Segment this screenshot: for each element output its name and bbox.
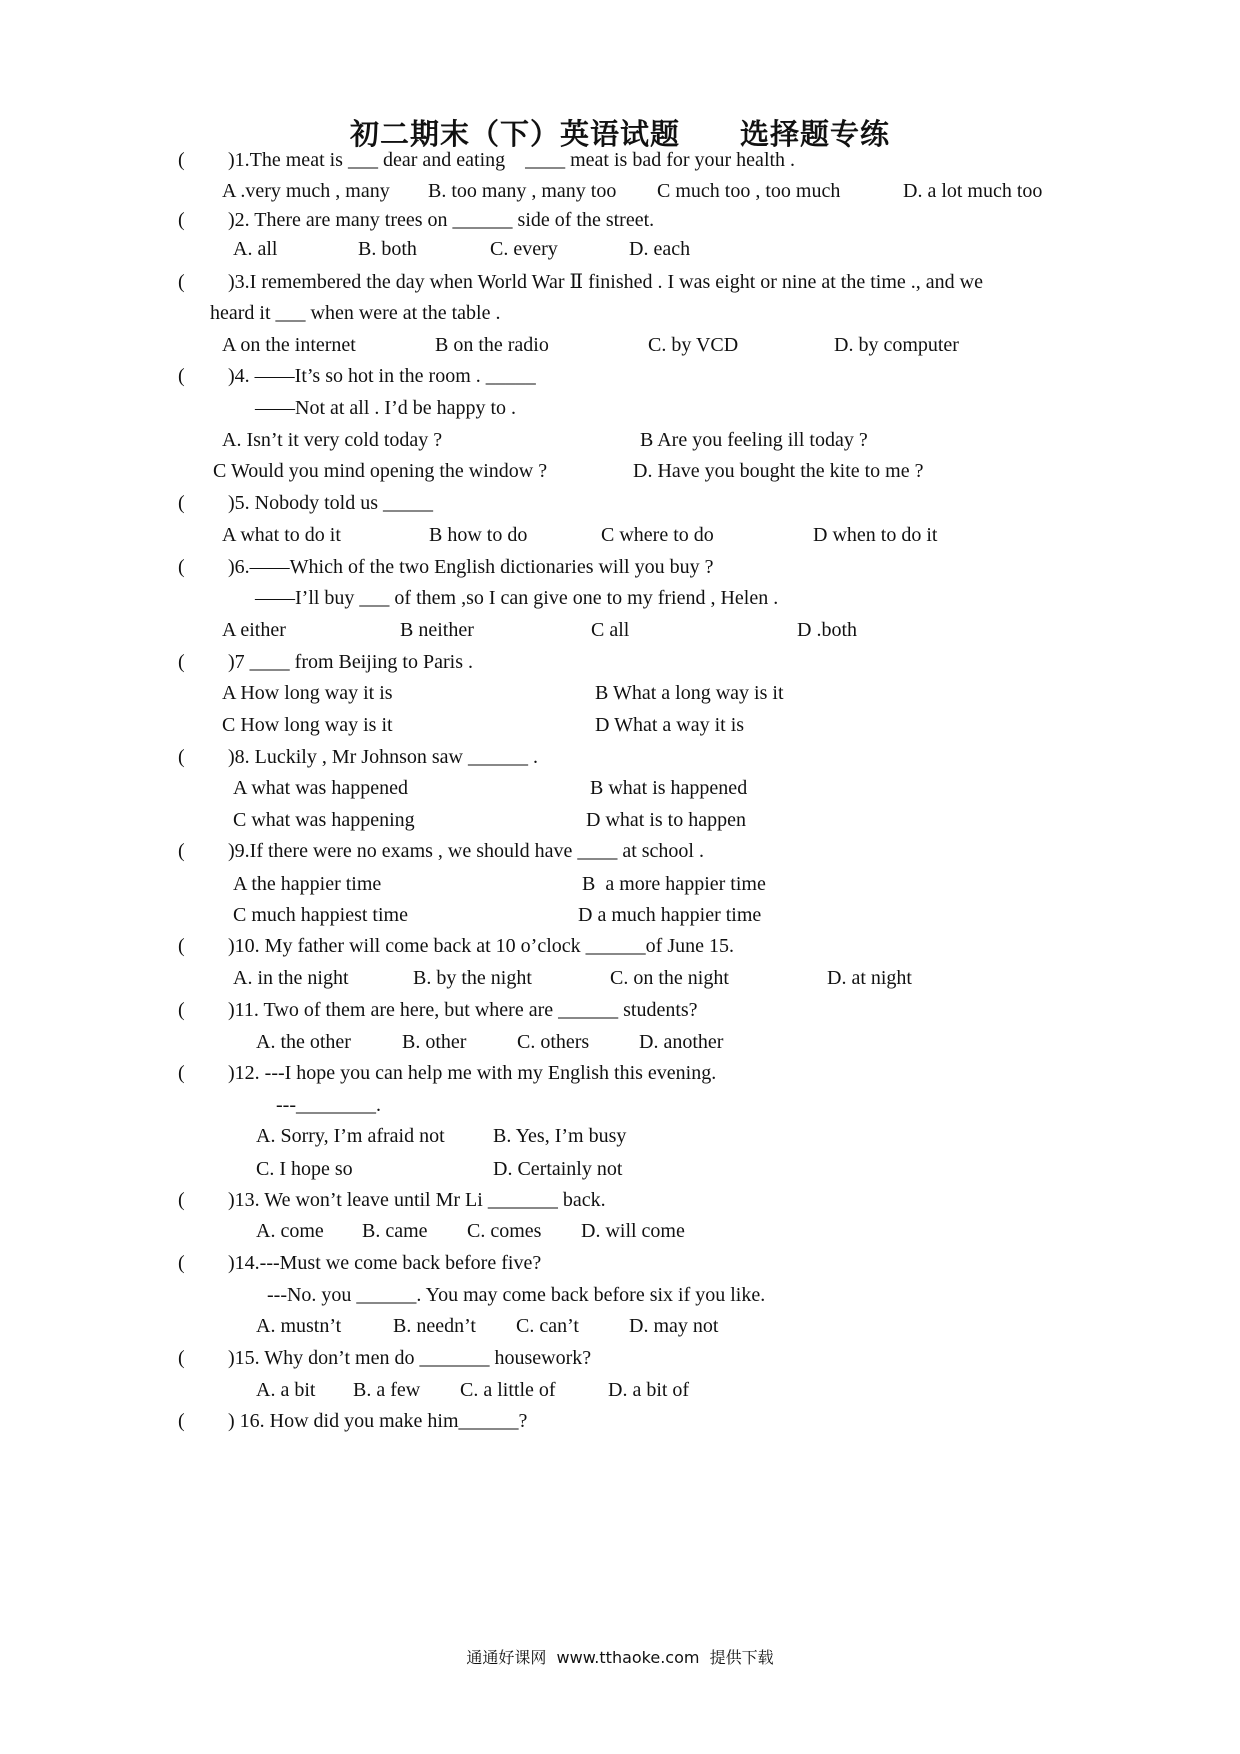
option-a: A. Sorry, I’m afraid not <box>256 1125 445 1147</box>
question-stem: )13. We won’t leave until Mr Li _______ back. <box>228 1189 606 1211</box>
option-b: B Are you feeling ill today ? <box>640 429 868 451</box>
option-b: B. too many , many too <box>428 180 617 202</box>
question-stem: )6.——Which of the two English dictionaries will you buy ? <box>228 556 714 578</box>
answer-paren: ( <box>178 1410 185 1432</box>
answer-paren: ( <box>178 492 185 514</box>
option-b: B what is happened <box>590 777 748 799</box>
option-b: B What a long way is it <box>595 682 784 704</box>
option-d: D. each <box>629 238 691 260</box>
option-b: B. needn’t <box>393 1315 476 1337</box>
dialogue-reply: ---No. you ______. You may come back before six if you like. <box>267 1284 766 1306</box>
option-c: C. every <box>490 238 558 260</box>
question-stem: )3.I remembered the day when World War Ⅱ finished . I was eight or nine at the time ., and we <box>228 271 983 293</box>
option-a: A. come <box>256 1220 324 1242</box>
option-a: A How long way it is <box>222 682 393 704</box>
question-stem: )5. Nobody told us _____ <box>228 492 433 514</box>
option-b: B. Yes, I’m busy <box>493 1125 627 1147</box>
option-c: C. on the night <box>610 967 729 989</box>
answer-paren: ( <box>178 209 185 231</box>
answer-paren: ( <box>178 651 185 673</box>
option-a: A on the internet <box>222 334 356 356</box>
option-a: A. a bit <box>256 1379 316 1401</box>
question-stem-continued: heard it ___ when were at the table . <box>210 302 501 324</box>
option-c: C. a little of <box>460 1379 556 1401</box>
answer-paren: ( <box>178 840 185 862</box>
option-d: D What a way it is <box>595 714 745 736</box>
dialogue-reply: ——Not at all . I’d be happy to . <box>255 397 517 419</box>
question-stem: )14.---Must we come back before five? <box>228 1252 542 1274</box>
option-a: A. the other <box>256 1031 351 1053</box>
answer-paren: ( <box>178 1189 185 1211</box>
option-c: C. others <box>517 1031 590 1053</box>
option-c: C. comes <box>467 1220 542 1242</box>
option-a: A .very much , many <box>222 180 390 202</box>
question-stem: )9.If there were no exams , we should have ____ at school . <box>228 840 704 862</box>
option-c: C all <box>591 619 630 641</box>
answer-paren: ( <box>178 149 185 171</box>
answer-paren: ( <box>178 935 185 957</box>
option-a: A the happier time <box>233 873 382 895</box>
question-stem: )8. Luckily , Mr Johnson saw ______ . <box>228 746 538 768</box>
option-a: A either <box>222 619 286 641</box>
option-a: A what was happened <box>233 777 408 799</box>
option-c: C Would you mind opening the window ? <box>213 460 548 482</box>
question-stem: )12. ---I hope you can help me with my English this evening. <box>228 1062 717 1084</box>
question-stem: )7 ____ from Beijing to Paris . <box>228 651 473 673</box>
answer-paren: ( <box>178 999 185 1021</box>
question-stem: )10. My father will come back at 10 o’clock ______of June 15. <box>228 935 734 957</box>
page-title: 初二期末（下）英语试题 选择题专练 <box>349 117 890 151</box>
option-d: D. Have you bought the kite to me ? <box>633 460 924 482</box>
question-stem: )2. There are many trees on ______ side of the street. <box>228 209 655 231</box>
option-c: C where to do <box>601 524 714 546</box>
option-d: D. may not <box>629 1315 719 1337</box>
option-d: D. a lot much too <box>903 180 1043 202</box>
option-c: C what was happening <box>233 809 415 831</box>
option-d: D what is to happen <box>586 809 746 831</box>
option-c: C much happiest time <box>233 904 408 926</box>
option-b: B a more happier time <box>582 873 766 895</box>
question-stem: )1.The meat is ___ dear and eating ____ meat is bad for your health . <box>228 149 796 171</box>
footer-source: 通通好课网 www.tthaoke.com 提供下载 <box>466 1648 774 1667</box>
option-b: B. both <box>358 238 417 260</box>
option-a: A. in the night <box>233 967 349 989</box>
option-d: D. at night <box>827 967 912 989</box>
option-c: C. by VCD <box>648 334 739 356</box>
option-b: B on the radio <box>435 334 549 356</box>
answer-paren: ( <box>178 1062 185 1084</box>
option-d: D. another <box>639 1031 724 1053</box>
question-stem: ) 16. How did you make him______? <box>228 1410 528 1432</box>
option-b: B. other <box>402 1031 467 1053</box>
option-a: A. mustn’t <box>256 1315 342 1337</box>
option-a: A. all <box>233 238 278 260</box>
option-d: D a much happier time <box>578 904 762 926</box>
option-d: D. a bit of <box>608 1379 690 1401</box>
option-d: D. by computer <box>834 334 959 356</box>
answer-paren: ( <box>178 746 185 768</box>
answer-paren: ( <box>178 365 185 387</box>
answer-paren: ( <box>178 1347 185 1369</box>
option-c: C How long way is it <box>222 714 393 736</box>
option-c: C. I hope so <box>256 1158 353 1180</box>
question-stem: )11. Two of them are here, but where are ______ students? <box>228 999 698 1021</box>
option-d: D .both <box>797 619 857 641</box>
option-c: C much too , too much <box>657 180 841 202</box>
option-b: B. by the night <box>413 967 532 989</box>
question-stem: )4. ——It’s so hot in the room . _____ <box>228 365 536 387</box>
question-stem: )15. Why don’t men do _______ housework? <box>228 1347 592 1369</box>
option-a: A. Isn’t it very cold today ? <box>222 429 443 451</box>
dialogue-reply: ---________. <box>276 1094 381 1116</box>
option-c: C. can’t <box>516 1315 579 1337</box>
answer-paren: ( <box>178 1252 185 1274</box>
answer-paren: ( <box>178 271 185 293</box>
option-d: D. Certainly not <box>493 1158 623 1180</box>
option-b: B. came <box>362 1220 428 1242</box>
option-a: A what to do it <box>222 524 341 546</box>
option-d: D when to do it <box>813 524 938 546</box>
option-b: B. a few <box>353 1379 421 1401</box>
dialogue-reply: ——I’ll buy ___ of them ,so I can give one to my friend , Helen . <box>255 587 779 609</box>
answer-paren: ( <box>178 556 185 578</box>
option-b: B neither <box>400 619 474 641</box>
option-d: D. will come <box>581 1220 685 1242</box>
option-b: B how to do <box>429 524 528 546</box>
